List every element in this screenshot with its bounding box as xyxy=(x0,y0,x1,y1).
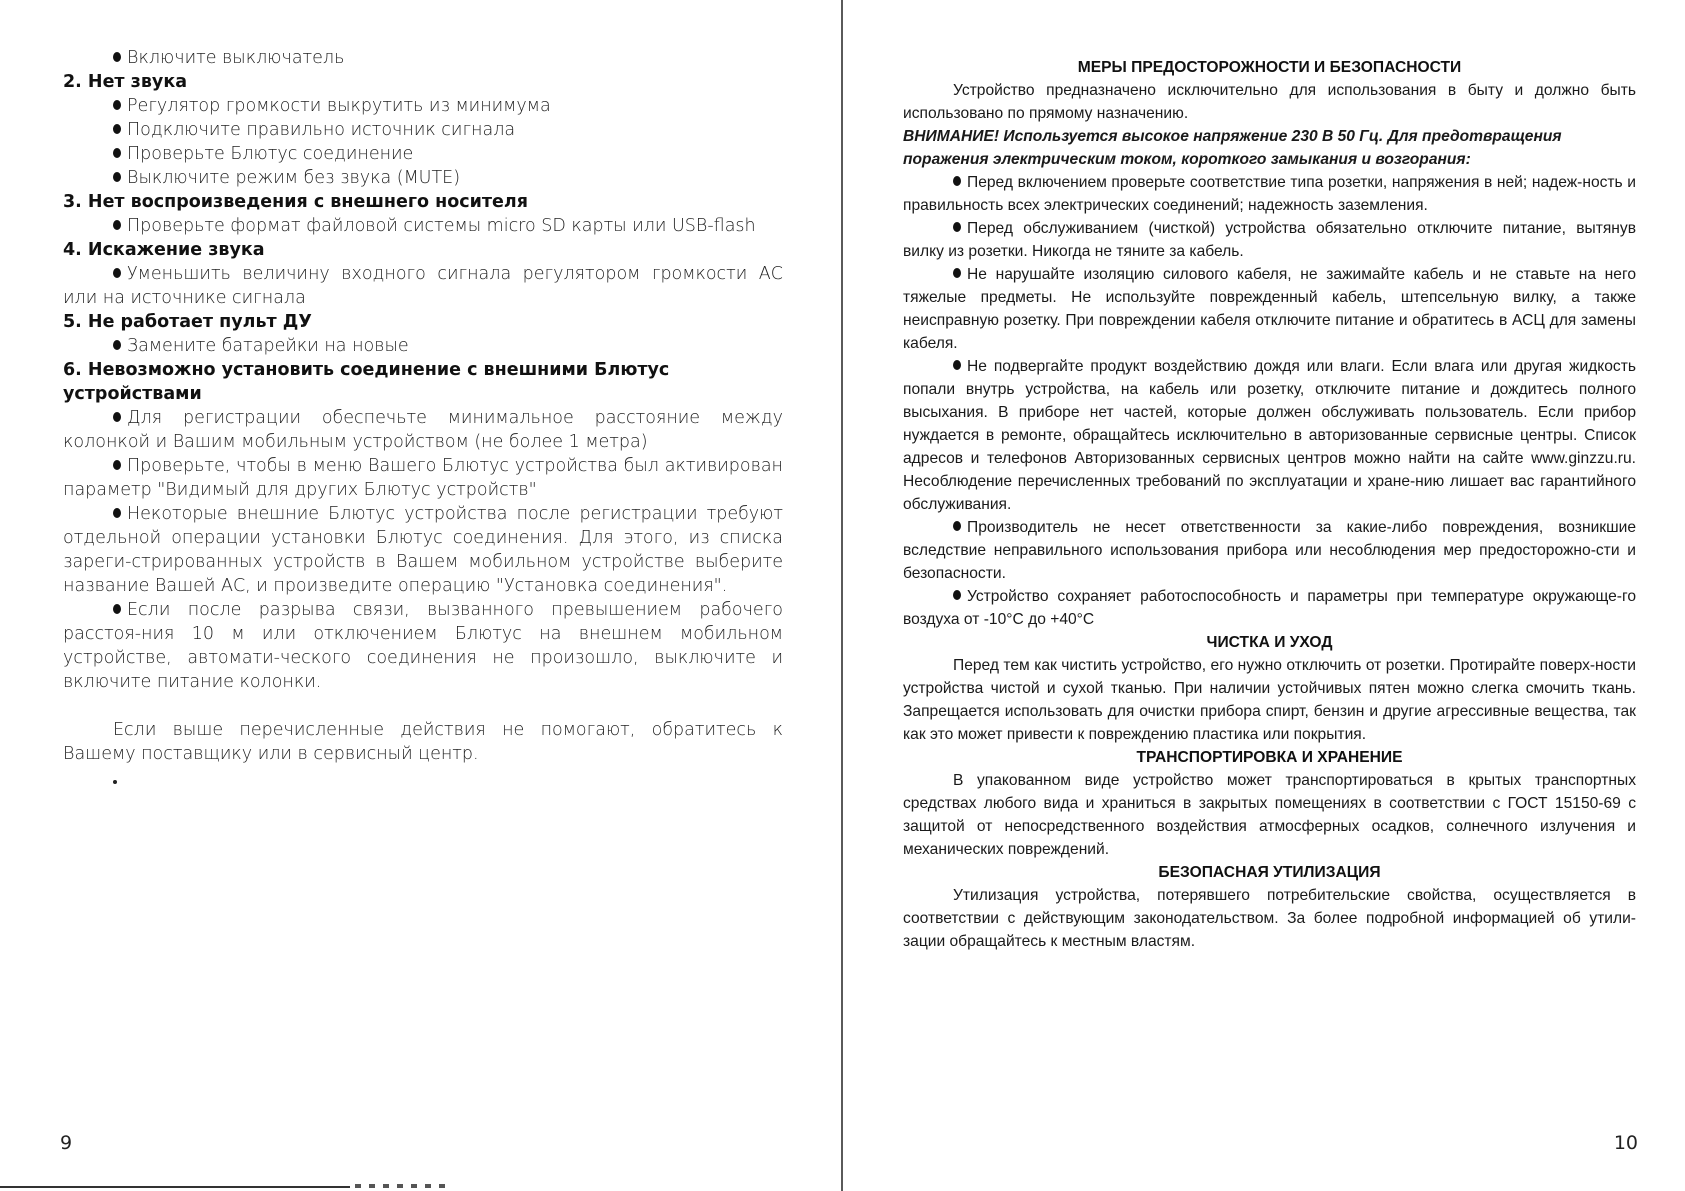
list-item: Замените батарейки на новые xyxy=(63,334,783,358)
bullet-icon xyxy=(953,590,961,600)
closing-note: Если выше перечисленные действия не помогают, обратитесь к Вашему поставщику или в сервисный центр. xyxy=(63,720,783,764)
bullet-icon xyxy=(953,268,961,278)
left-page xyxy=(0,0,840,1191)
section-heading-transport: ТРАНСПОРТИРОВКА И ХРАНЕНИЕ xyxy=(1136,749,1403,766)
bullet-icon xyxy=(113,340,121,350)
section-heading-safety: МЕРЫ ПРЕДОСТОРОЖНОСТИ И БЕЗОПАСНОСТИ xyxy=(1077,59,1462,76)
section-heading-cleaning: ЧИСТКА И УХОД xyxy=(1206,634,1333,651)
bullet-icon xyxy=(113,412,121,422)
troubleshooting-list xyxy=(63,46,783,784)
bullet-icon xyxy=(953,521,961,531)
bullet-icon xyxy=(953,360,961,370)
bullet-icon xyxy=(953,176,961,186)
bottom-edge-rule xyxy=(0,1186,350,1188)
stray-dot-mark xyxy=(113,780,117,784)
bullet-icon xyxy=(113,508,121,518)
right-page xyxy=(843,0,1685,1191)
section-heading-disposal: БЕЗОПАСНАЯ УТИЛИЗАЦИЯ xyxy=(1158,864,1381,881)
bullet-icon xyxy=(113,52,121,62)
list-item: Некоторые внешние Блютус устройства после регистрации требуют отдельной операции установки Блютус соединения. Для этого, из списка зареги-стрированных устройств в Вашем мобильном устройстве выберите название Вашей АС, и произведите операцию "Установка соединения". xyxy=(63,504,783,596)
safety-content xyxy=(903,56,1636,953)
safety-item: Устройство сохраняет работоспособность и параметры при температуре окружающе-го воздуха от -10°С до +40°С xyxy=(903,588,1636,628)
bullet-icon xyxy=(953,222,961,232)
disposal-paragraph: Утилизация устройства, потерявшего потребительские свойства, осуществляется в соответствии с действующим законодательством. За более подробной информацией об утили-зации обращайтесь к местным властям. xyxy=(903,887,1636,950)
bullet-icon xyxy=(113,172,121,182)
intro-paragraph: Устройство предназначено исключительно для использования в быту и должно быть использовано по прямому назначению. xyxy=(903,82,1636,122)
warning-text: ВНИМАНИЕ! Используется высокое напряжение 230 В 50 Гц. Для предотвращения поражения электрическим током, короткого замыкания и возгорания: xyxy=(903,128,1562,168)
safety-item: Не нарушайте изоляцию силового кабеля, не зажимайте кабель и не ставьте на него тяжелые предметы. Не используйте поврежденный кабель, штепсельную вилку, а также неисправную розетку. При повреждении кабеля отключите питание и обратитесь в АСЦ для замены кабеля. xyxy=(903,266,1636,352)
section-heading: 6. Невозможно установить соединение с внешними Блютус устройствами xyxy=(63,360,670,404)
section-heading: 5. Не работает пульт ДУ xyxy=(63,312,312,332)
list-item: Проверьте, чтобы в меню Вашего Блютус устройства был активирован параметр "Видимый для других Блютус устройств" xyxy=(63,456,783,500)
bullet-icon xyxy=(113,268,121,278)
list-item: Проверьте формат файловой системы micro SD карты или USB-flash xyxy=(63,214,783,238)
bullet-icon xyxy=(113,604,121,614)
bullet-icon xyxy=(113,460,121,470)
bullet-icon xyxy=(113,100,121,110)
bullet-icon xyxy=(113,124,121,134)
section-heading: 2. Нет звука xyxy=(63,72,188,92)
list-item: Выключите режим без звука (MUTE) xyxy=(63,166,783,190)
page-number: 9 xyxy=(60,1132,73,1154)
safety-item: Производитель не несет ответственности за какие-либо повреждения, возникшие вследствие неправильного использования прибора или несоблюдения мер предосторожно-сти и безопасности. xyxy=(903,519,1636,582)
list-item: Подключите правильно источник сигнала xyxy=(63,118,783,142)
safety-item: Перед включением проверьте соответствие типа розетки, напряжения в ней; надеж-ность и правильность всех электрических соединений; надежность заземления. xyxy=(903,174,1636,214)
list-item: Проверьте Блютус соединение xyxy=(63,142,783,166)
safety-item: Перед обслуживанием (чисткой) устройства обязательно отключите питание, вытянув вилку из розетки. Никогда не тяните за кабель. xyxy=(903,220,1636,260)
safety-item: Не подвергайте продукт воздействию дождя или влаги. Если влага или другая жидкость попали внутрь устройства, на кабель или розетку, отключите питание и дождитесь полного высыхания. В приборе нет частей, которые должен обслуживать пользователь. Если прибор нуждается в ремонте, обращайтесь исключительно в авторизованные сервисные центры. Список адресов и телефонов Авторизованных сервисных центров можно найти на сайте www.ginzzu.ru. Несоблюдение перечисленных требований по эксплуатации и хране-нию лишает вас гарантийного обслуживания. xyxy=(903,358,1636,513)
section-heading: 4. Искажение звука xyxy=(63,240,265,260)
cleaning-paragraph: Перед тем как чистить устройство, его нужно отключить от розетки. Протирайте поверх-ности устройства чистой и сухой тканью. При наличии устойчивых пятен можно слегка смочить ткань. Запрещается использовать для очистки прибора спирт, бензин и другие агрессивные вещества, так как это может привести к повреждению пластика или покрытия. xyxy=(903,657,1636,743)
bullet-icon xyxy=(113,148,121,158)
list-item: Для регистрации обеспечьте минимальное расстояние между колонкой и Вашим мобильным устройством (не более 1 метра) xyxy=(63,408,783,452)
list-item: Если после разрыва связи, вызванного превышением рабочего расстоя-ния 10 м или отключением Блютус на внешнем мобильном устройстве, автомати-ческого соединения не произошло, выключите и включите питание колонки. xyxy=(63,600,783,692)
transport-paragraph: В упакованном виде устройство может транспортироваться в крытых транспортных средствах любого вида и храниться в закрытых помещениях в соответствии с ГОСТ 15150-69 с защитой от непосредственного воздействия атмосферных осадков, солнечного излучения и механических повреждений. xyxy=(903,772,1636,858)
page-number: 10 xyxy=(1613,1132,1638,1154)
list-item: Уменьшить величину входного сигнала регулятором громкости АС или на источнике сигнала xyxy=(63,264,783,308)
list-item: Регулятор громкости выкрутить из минимума xyxy=(63,94,783,118)
bullet-icon xyxy=(113,220,121,230)
bottom-edge-marks xyxy=(355,1184,445,1188)
section-heading: 3. Нет воспроизведения с внешнего носителя xyxy=(63,192,528,212)
list-item: Включите выключатель xyxy=(63,46,783,70)
